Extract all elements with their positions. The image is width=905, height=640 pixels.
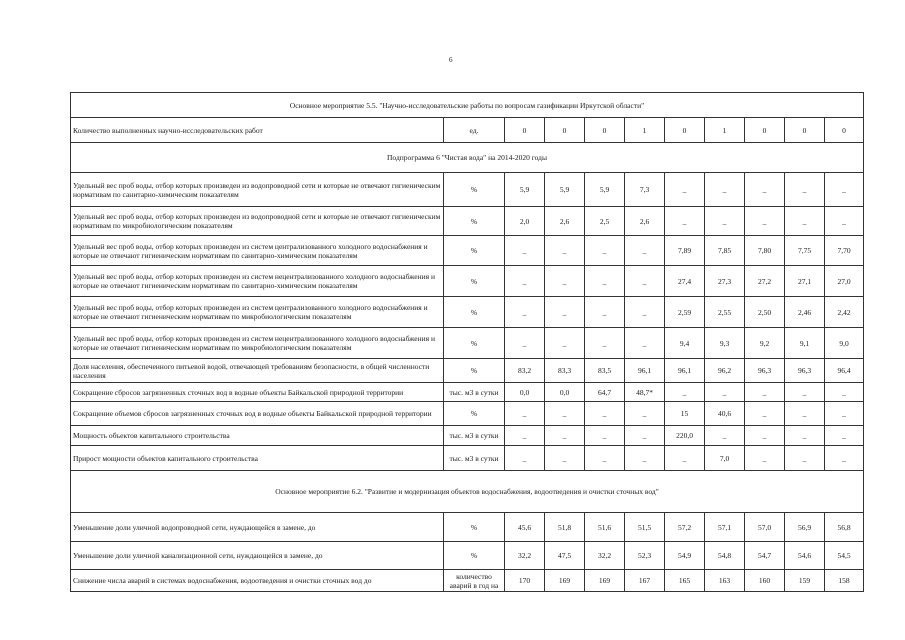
indicator-value: 2,42 bbox=[825, 297, 864, 328]
indicator-value: 57,2 bbox=[665, 513, 705, 542]
indicator-value: 52,3 bbox=[625, 542, 665, 570]
indicator-unit: % bbox=[444, 359, 505, 383]
indicator-value: _ bbox=[705, 383, 745, 402]
indicator-label: Доля населения, обеспеченного питьевой водой, отвечающей требованиям безопасности, в общей численности населения bbox=[71, 359, 444, 383]
section-title: Подпрограмма 6 "Чистая вода" на 2014-2020 годы bbox=[71, 143, 864, 173]
indicator-unit: ед. bbox=[444, 118, 505, 143]
section-header-row bbox=[71, 471, 864, 513]
indicator-value: 45,6 bbox=[505, 513, 545, 542]
indicator-value: 9,4 bbox=[665, 328, 705, 359]
indicator-value: _ bbox=[585, 266, 625, 297]
indicator-value: 47,5 bbox=[545, 542, 585, 570]
indicator-row bbox=[71, 207, 864, 236]
indicator-label: Удельный вес проб воды, отбор которых произведен из систем централизованного холодного водоснабжения и которые не отвечают гигиеническим нормативам по микробиологическим показателям bbox=[71, 297, 444, 328]
indicator-value: _ bbox=[665, 383, 705, 402]
indicator-value: 27,2 bbox=[745, 266, 785, 297]
indicator-value: _ bbox=[625, 402, 665, 426]
indicator-label: Удельный вес проб воды, отбор которых произведен из водопроводной сети и которые не отвечают гигиеническим нормативам по санитарно-химическим показателям bbox=[71, 173, 444, 207]
section-title: Основное мероприятие 5.5. "Научно-исследовательские работы по вопросам газификации Иркутской области" bbox=[71, 93, 864, 118]
indicator-unit: количество аварий в год на bbox=[444, 570, 505, 592]
indicator-unit: % bbox=[444, 173, 505, 207]
indicator-value: 54,9 bbox=[665, 542, 705, 570]
indicator-value: 27,1 bbox=[785, 266, 825, 297]
indicator-row bbox=[71, 383, 864, 402]
indicator-value: _ bbox=[585, 328, 625, 359]
indicator-label: Уменьшение доли уличной водопроводной сети, нуждающейся в замене, до bbox=[71, 513, 444, 542]
indicator-value: 2,50 bbox=[745, 297, 785, 328]
indicator-value: 54,6 bbox=[785, 542, 825, 570]
indicator-value: 7,75 bbox=[785, 236, 825, 266]
indicator-value: _ bbox=[625, 236, 665, 266]
indicator-row bbox=[71, 173, 864, 207]
indicator-value: _ bbox=[625, 426, 665, 446]
indicator-value: 169 bbox=[585, 570, 625, 592]
indicator-value: 2,5 bbox=[585, 207, 625, 236]
indicator-value: 54,8 bbox=[705, 542, 745, 570]
indicator-label: Удельный вес проб воды, отбор которых произведен из систем централизованного холодного водоснабжения и которые не отвечают гигиеническим нормативам по санитарно-химическим показателям bbox=[71, 236, 444, 266]
indicator-value: _ bbox=[585, 297, 625, 328]
indicator-value: _ bbox=[745, 207, 785, 236]
indicator-value: 96,1 bbox=[625, 359, 665, 383]
indicator-value: _ bbox=[665, 446, 705, 471]
indicator-unit: % bbox=[444, 402, 505, 426]
indicator-value: 9,2 bbox=[745, 328, 785, 359]
indicator-row bbox=[71, 446, 864, 471]
indicator-value: _ bbox=[785, 383, 825, 402]
indicator-unit: % bbox=[444, 266, 505, 297]
indicator-value: _ bbox=[505, 446, 545, 471]
indicator-row bbox=[71, 328, 864, 359]
indicator-value: 167 bbox=[625, 570, 665, 592]
indicator-value: 7,0 bbox=[705, 446, 745, 471]
indicator-value: 7,89 bbox=[665, 236, 705, 266]
indicator-value: _ bbox=[505, 266, 545, 297]
indicator-value: 0,0 bbox=[505, 383, 545, 402]
indicator-value: _ bbox=[665, 173, 705, 207]
indicator-value: 40,6 bbox=[705, 402, 745, 426]
indicator-value: 7,70 bbox=[825, 236, 864, 266]
indicator-value: _ bbox=[745, 426, 785, 446]
indicator-value: 0 bbox=[825, 118, 864, 143]
indicators-table bbox=[70, 92, 864, 592]
indicator-value: _ bbox=[625, 266, 665, 297]
indicator-value: 0 bbox=[585, 118, 625, 143]
indicator-value: 48,7* bbox=[625, 383, 665, 402]
indicator-value: 83,2 bbox=[505, 359, 545, 383]
indicator-value: 56,8 bbox=[825, 513, 864, 542]
indicator-value: 0 bbox=[505, 118, 545, 143]
indicator-value: 27,4 bbox=[665, 266, 705, 297]
indicator-value: _ bbox=[505, 297, 545, 328]
indicator-value: 96,2 bbox=[705, 359, 745, 383]
indicator-value: 0 bbox=[745, 118, 785, 143]
indicator-value: _ bbox=[545, 426, 585, 446]
indicator-label: Прирост мощности объектов капитального строительства bbox=[71, 446, 444, 471]
indicator-value: _ bbox=[625, 297, 665, 328]
indicator-value: 5,9 bbox=[505, 173, 545, 207]
indicator-value: 0 bbox=[545, 118, 585, 143]
indicator-unit: % bbox=[444, 513, 505, 542]
indicator-value: 0 bbox=[785, 118, 825, 143]
indicator-value: 64,7 bbox=[585, 383, 625, 402]
indicator-value: _ bbox=[705, 207, 745, 236]
indicator-value: 7,80 bbox=[745, 236, 785, 266]
indicator-value: 2,46 bbox=[785, 297, 825, 328]
indicator-value: _ bbox=[585, 446, 625, 471]
indicator-value: _ bbox=[545, 266, 585, 297]
indicator-row bbox=[71, 402, 864, 426]
indicator-unit: % bbox=[444, 236, 505, 266]
indicator-row bbox=[71, 236, 864, 266]
section-header-row bbox=[71, 143, 864, 173]
indicator-value: 7,3 bbox=[625, 173, 665, 207]
indicator-value: _ bbox=[825, 426, 864, 446]
indicator-value: 169 bbox=[545, 570, 585, 592]
indicator-value: 83,3 bbox=[545, 359, 585, 383]
indicator-value: _ bbox=[745, 402, 785, 426]
indicator-value: 57,0 bbox=[745, 513, 785, 542]
indicator-value: 51,6 bbox=[585, 513, 625, 542]
indicator-label: Удельный вес проб воды, отбор которых произведен из систем нецентрализованного холодного водоснабжения и которые не отвечают гигиеническим нормативам по микробиологическим показателям bbox=[71, 328, 444, 359]
indicator-unit: % bbox=[444, 297, 505, 328]
indicator-value: _ bbox=[745, 383, 785, 402]
indicator-value: _ bbox=[785, 446, 825, 471]
indicator-label: Сокращение сбросов загрязненных сточных вод в водные объекты Байкальской природной территории bbox=[71, 383, 444, 402]
indicator-value: 27,3 bbox=[705, 266, 745, 297]
section-title: Основное мероприятие 6.2. "Развитие и модернизация объектов водоснабжения, водоотведения и очистки сточных вод" bbox=[71, 471, 864, 513]
indicator-unit: % bbox=[444, 542, 505, 570]
indicator-value: 15 bbox=[665, 402, 705, 426]
indicator-value: _ bbox=[585, 236, 625, 266]
indicator-value: 5,9 bbox=[545, 173, 585, 207]
indicator-value: _ bbox=[745, 173, 785, 207]
indicator-value: 158 bbox=[825, 570, 864, 592]
indicator-value: _ bbox=[545, 236, 585, 266]
indicator-label: Удельный вес проб воды, отбор которых произведен из систем нецентрализованного холодного водоснабжения и которые не отвечают гигиеническим нормативам по санитарно-химическим показателям bbox=[71, 266, 444, 297]
indicator-value: 83,5 bbox=[585, 359, 625, 383]
indicator-value: 96,3 bbox=[785, 359, 825, 383]
indicator-value: _ bbox=[545, 402, 585, 426]
indicator-row bbox=[71, 513, 864, 542]
indicator-value: 1 bbox=[625, 118, 665, 143]
page-number: 6 bbox=[449, 56, 453, 64]
indicator-value: 0 bbox=[665, 118, 705, 143]
indicator-row bbox=[71, 297, 864, 328]
indicator-value: 159 bbox=[785, 570, 825, 592]
indicator-value: _ bbox=[825, 402, 864, 426]
indicator-value: 2,59 bbox=[665, 297, 705, 328]
indicator-value: _ bbox=[785, 402, 825, 426]
indicator-value: _ bbox=[665, 207, 705, 236]
indicator-row bbox=[71, 570, 864, 592]
indicator-row bbox=[71, 542, 864, 570]
indicator-value: _ bbox=[625, 328, 665, 359]
indicator-value: 1 bbox=[705, 118, 745, 143]
indicator-value: 2,6 bbox=[625, 207, 665, 236]
indicator-unit: тыс. м3 в сутки bbox=[444, 446, 505, 471]
indicator-value: _ bbox=[705, 173, 745, 207]
indicator-unit: тыс. м3 в сутки bbox=[444, 426, 505, 446]
indicator-label: Сокращение объемов сбросов загрязненных сточных вод в водные объекты Байкальской природной территории bbox=[71, 402, 444, 426]
indicator-value: _ bbox=[825, 446, 864, 471]
indicator-label: Удельный вес проб воды, отбор которых произведен из водопроводной сети и которые не отвечают гигиеническим нормативам по микробиологическим показателям bbox=[71, 207, 444, 236]
indicator-value: 51,8 bbox=[545, 513, 585, 542]
indicator-value: 0,0 bbox=[545, 383, 585, 402]
indicator-label: Количество выполненных научно-исследовательских работ bbox=[71, 118, 444, 143]
indicator-value: _ bbox=[545, 297, 585, 328]
indicator-value: 56,9 bbox=[785, 513, 825, 542]
indicator-value: 32,2 bbox=[505, 542, 545, 570]
indicator-unit: % bbox=[444, 207, 505, 236]
indicator-label: Уменьшение доли уличной канализационной сети, нуждающейся в замене, до bbox=[71, 542, 444, 570]
indicator-value: _ bbox=[705, 426, 745, 446]
section-header-row bbox=[71, 93, 864, 118]
indicator-value: _ bbox=[825, 207, 864, 236]
indicator-value: _ bbox=[585, 402, 625, 426]
indicator-value: 54,5 bbox=[825, 542, 864, 570]
indicator-value: _ bbox=[585, 426, 625, 446]
indicator-value: _ bbox=[825, 173, 864, 207]
indicator-value: 160 bbox=[745, 570, 785, 592]
indicator-value: _ bbox=[785, 207, 825, 236]
indicator-value: 9,1 bbox=[785, 328, 825, 359]
indicator-value: 9,3 bbox=[705, 328, 745, 359]
indicator-value: _ bbox=[545, 446, 585, 471]
indicator-row bbox=[71, 426, 864, 446]
indicator-value: _ bbox=[785, 173, 825, 207]
indicator-value: 57,1 bbox=[705, 513, 745, 542]
indicator-value: 96,4 bbox=[825, 359, 864, 383]
indicator-value: 2,6 bbox=[545, 207, 585, 236]
indicator-value: _ bbox=[545, 328, 585, 359]
indicator-row bbox=[71, 266, 864, 297]
indicator-value: 2,0 bbox=[505, 207, 545, 236]
indicator-value: _ bbox=[505, 236, 545, 266]
indicator-value: _ bbox=[825, 383, 864, 402]
indicator-value: 96,1 bbox=[665, 359, 705, 383]
indicator-value: 96,3 bbox=[745, 359, 785, 383]
indicator-value: _ bbox=[745, 446, 785, 471]
indicator-value: _ bbox=[625, 446, 665, 471]
indicator-label: Мощность объектов капитального строительства bbox=[71, 426, 444, 446]
indicator-value: _ bbox=[785, 426, 825, 446]
indicator-unit: тыс. м3 в сутки bbox=[444, 383, 505, 402]
indicator-value: _ bbox=[505, 426, 545, 446]
indicator-value: 32,2 bbox=[585, 542, 625, 570]
indicator-value: 2,55 bbox=[705, 297, 745, 328]
indicator-value: 5,9 bbox=[585, 173, 625, 207]
indicator-value: _ bbox=[505, 402, 545, 426]
indicator-value: 170 bbox=[505, 570, 545, 592]
indicator-unit: % bbox=[444, 328, 505, 359]
indicator-value: 9,0 bbox=[825, 328, 864, 359]
indicator-value: 163 bbox=[705, 570, 745, 592]
indicator-value: 54,7 bbox=[745, 542, 785, 570]
indicator-label: Снижение числа аварий в системах водоснабжения, водоотведения и очистки сточных вод до bbox=[71, 570, 444, 592]
indicator-value: 7,85 bbox=[705, 236, 745, 266]
indicator-value: 27,0 bbox=[825, 266, 864, 297]
indicator-row bbox=[71, 118, 864, 143]
indicator-value: 220,0 bbox=[665, 426, 705, 446]
indicator-row bbox=[71, 359, 864, 383]
indicator-value: 51,5 bbox=[625, 513, 665, 542]
indicator-value: _ bbox=[505, 328, 545, 359]
indicator-value: 165 bbox=[665, 570, 705, 592]
